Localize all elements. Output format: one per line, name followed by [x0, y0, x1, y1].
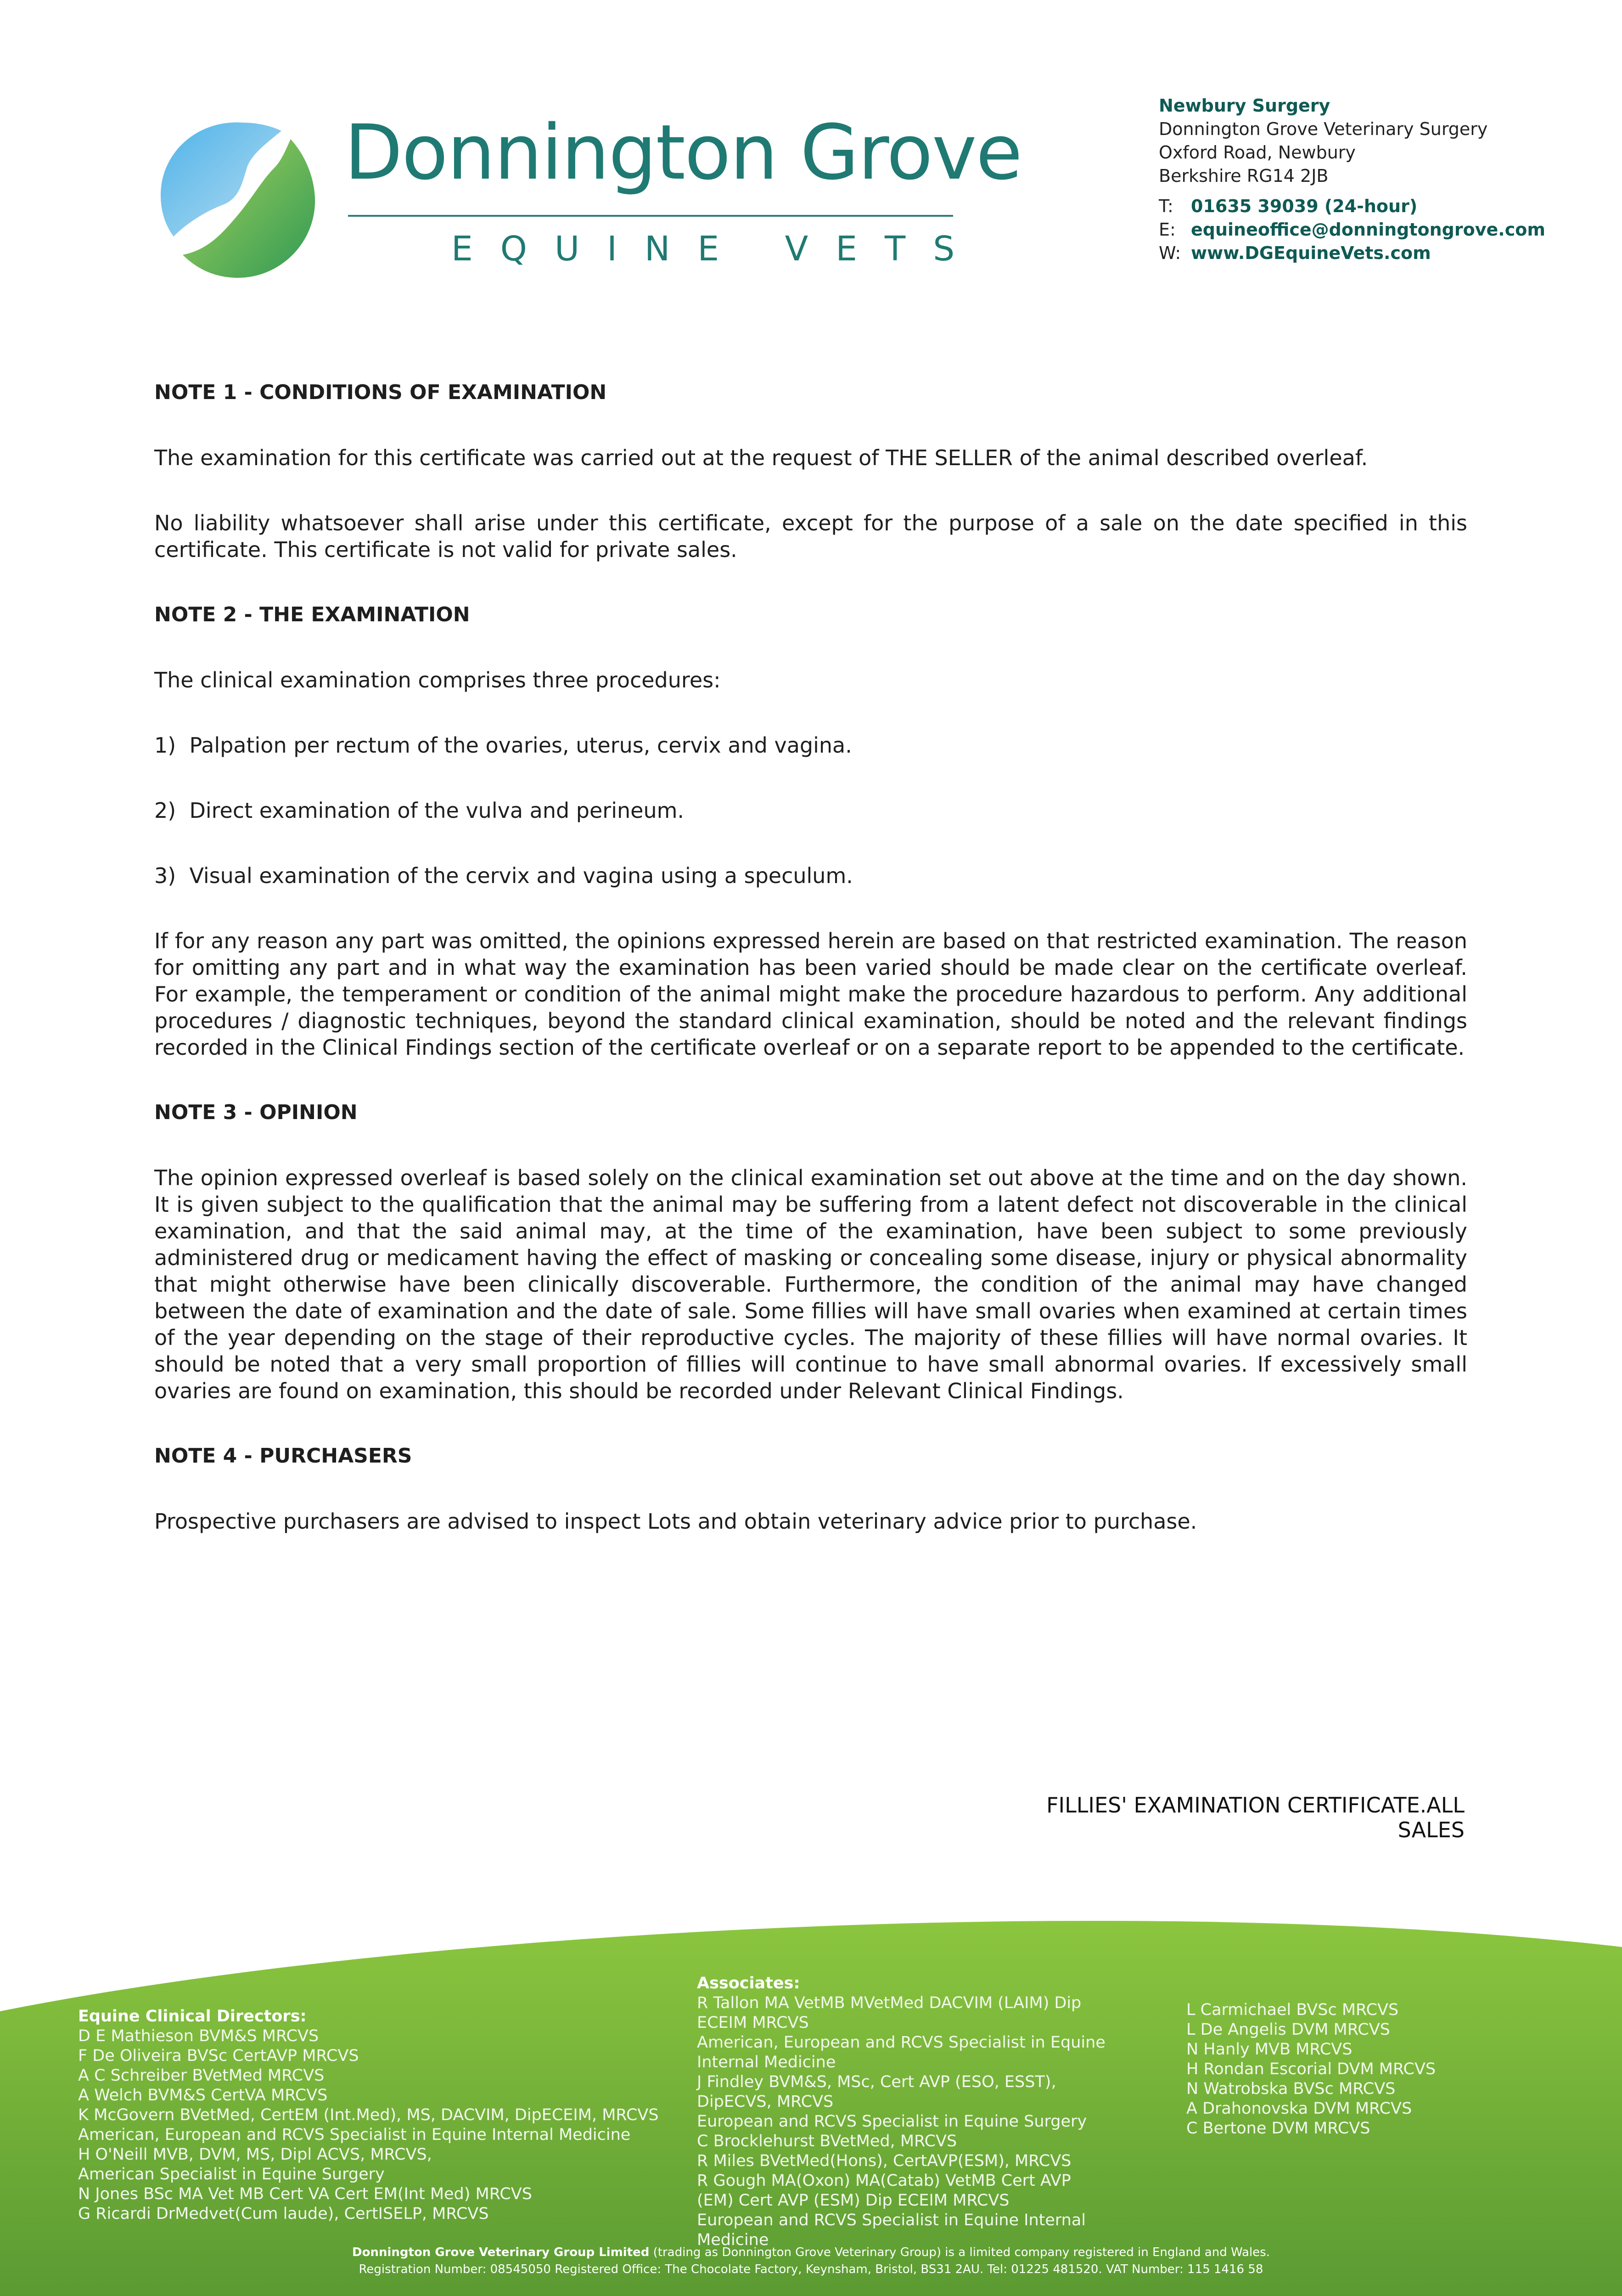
associate-line: N Watrobska BVSc MRCVS [1186, 2080, 1396, 2098]
email-link[interactable]: equineoffice@donningtongrove.com [1191, 219, 1545, 240]
director-line: N Jones BSc MA Vet MB Cert VA Cert EM(Int Med) MRCVS [78, 2185, 532, 2203]
director-line: American Specialist in Equine Surgery [78, 2165, 385, 2183]
brand-name: Donnington Grove [344, 108, 1022, 197]
surgery-name: Newbury Surgery [1159, 96, 1330, 116]
legal-text: (trading as Donnington Grove Veterinary Group) is a limited company registered in England and Wales. [649, 2245, 1270, 2259]
director-line: D E Mathieson BVM&S MRCVS [78, 2027, 319, 2045]
associate-line: A Drahonovska DVM MRCVS [1186, 2099, 1412, 2118]
associate-line: L Carmichael BVSc MRCVS [1186, 2001, 1399, 2019]
procedure-item: 2) Direct examination of the vulva and perineum. [154, 798, 685, 823]
web-label: W: [1159, 243, 1181, 263]
director-line: G Ricardi DrMedvet(Cum laude), CertISELP, MRCVS [78, 2205, 489, 2223]
associate-line: European and RCVS Specialist in Equine Surgery [697, 2112, 1087, 2131]
website-link[interactable]: www.DGEquineVets.com [1191, 243, 1431, 263]
associate-line: C Brocklehurst BVetMed, MRCVS [697, 2132, 957, 2150]
note-2-intro: The clinical examination comprises three procedures: [154, 668, 721, 692]
associate-line: American, European and RCVS Specialist in Equine [697, 2033, 1106, 2052]
associates-column [697, 1974, 1119, 2250]
legal-line-2: Registration Number: 08545050 Registered Office: The Chocolate Factory, Keynsham, Bristol, BS31 2AU. Tel: 01225 481520. VAT Number: 115 1416 58 [359, 2262, 1263, 2276]
phone-label: T: [1159, 196, 1173, 216]
note-2-paragraph: If for any reason any part was omitted, the opinions expressed herein are based on that restricted examination. The reason for omitting any part and in what way the examination has been varied should be made clear on the certificate overleaf. For example, the temperament or condition of the animal might make the procedure hazardous to perform. Any additional procedures / diagnostic techniques, beyond the standard clinical examination, should be noted and the relevant findings recorded in the Clinical Findings section of the certificate overleaf or on a separate report to be appended to the certificate. [154, 929, 1467, 1060]
associate-line: European and RCVS Specialist in Equine Internal [697, 2211, 1086, 2229]
associate-line: C Bertone DVM MRCVS [1186, 2119, 1370, 2138]
note-3-heading: NOTE 3 - OPINION [154, 1101, 358, 1124]
associate-line: (EM) Cert AVP (ESM) Dip ECEIM MRCVS [697, 2191, 1010, 2210]
note-4-heading: NOTE 4 - PURCHASERS [154, 1444, 412, 1468]
associates-heading: Associates: [697, 1974, 800, 1992]
note-4-paragraph: Prospective purchasers are advised to inspect Lots and obtain veterinary advice prior to purchase. [154, 1509, 1197, 1534]
associate-line: R Miles BVetMed(Hons), CertAVP(ESM), MRCVS [697, 2152, 1072, 2170]
note-3-paragraph: The opinion expressed overleaf is based solely on the clinical examination set out above at the time and on the day shown. It is given subject to the qualification that the animal may be suffering from a latent defect not discoverable in the clinical examination, and that the said animal may, at the time of the examination, have been subject to some previously administered drug or medicament having the effect of masking or concealing some disease, injury or physical abnormality that might otherwise have been clinically discoverable. Furthermore, the condition of the animal may have changed between the date of examination and the date of sale. Some fillies will have small ovaries when examined at certain times of the year depending on the stage of their reproductive cycles. The majority of these fillies will have normal ovaries. It should be noted that a very small proportion of fillies will continue to have small abnormal ovaries. If excessively small ovaries are found on examination, this should be recorded under Relevant Clinical Findings. [154, 1165, 1467, 1403]
note-1-paragraph: No liability whatsoever shall arise under this certificate, except for the purpose of a sale on the date specified in this certificate. This certificate is not valid for private sales. [154, 511, 1467, 562]
legal-line-1 [0, 2245, 1622, 2260]
associate-line: H Rondan Escorial DVM MRCVS [1186, 2060, 1436, 2078]
associate-line: ECEIM MRCVS [697, 2014, 809, 2032]
email-row [1159, 218, 1545, 242]
director-line: H O'Neill MVB, DVM, MS, Dipl ACVS, MRCVS, [78, 2145, 432, 2164]
director-line: American, European and RCVS Specialist in Equine Internal Medicine [78, 2126, 631, 2144]
phone-number[interactable]: 01635 39039 (24-hour) [1191, 196, 1418, 216]
web-row [1159, 242, 1545, 265]
notes-body [154, 379, 1467, 1535]
phone-row [1159, 195, 1545, 218]
procedure-item: 1) Palpation per rectum of the ovaries, uterus, cervix and vagina. [154, 733, 852, 758]
certificate-label: FILLIES' EXAMINATION CERTIFICATE.ALL SALES [1046, 1793, 1465, 1842]
contact-block [1159, 94, 1545, 265]
associate-line: L De Angelis DVM MRCVS [1186, 2020, 1390, 2039]
associate-line: N Hanly MVB MRCVS [1186, 2040, 1353, 2059]
donnington-grove-logo-icon [155, 117, 325, 282]
associate-line: J Findley BVM&S, MSc, Cert AVP (ESO, ESST), [697, 2073, 1056, 2091]
director-line: A Welch BVM&S CertVA MRCVS [78, 2086, 328, 2105]
director-line: A C Schreiber BVetMed MRCVS [78, 2066, 325, 2085]
brand-subtitle: EQUINE VETS [451, 229, 982, 269]
associate-line: R Gough MA(Oxon) MA(Catab) VetMB Cert AVP [697, 2172, 1071, 2190]
note-1-heading: NOTE 1 - CONDITIONS OF EXAMINATION [154, 381, 607, 404]
note-1-paragraph: The examination for this certificate was carried out at the request of THE SELLER of the animal described overleaf. [154, 445, 1368, 470]
brand-divider [348, 215, 953, 217]
associate-line: Medicine [697, 2231, 769, 2249]
address-line: Berkshire RG14 2JB [1159, 166, 1329, 186]
associate-line: DipECVS, MRCVS [697, 2093, 834, 2111]
procedure-item: 3) Visual examination of the cervix and vagina using a speculum. [154, 863, 853, 888]
associate-line: R Tallon MA VetMB MVetMed DACVIM (LAIM) Dip [697, 1994, 1082, 2012]
associate-line: Internal Medicine [697, 2053, 836, 2071]
associates-column-2 [1186, 2000, 1554, 2138]
directors-heading: Equine Clinical Directors: [78, 2007, 307, 2026]
note-2-heading: NOTE 2 - THE EXAMINATION [154, 603, 470, 626]
directors-column [78, 2007, 689, 2224]
director-line: F De Oliveira BVSc CertAVP MRCVS [78, 2047, 359, 2065]
email-label: E: [1159, 219, 1176, 240]
director-line: K McGovern BVetMed, CertEM (Int.Med), MS, DACVIM, DipECEIM, MRCVS [78, 2106, 659, 2124]
legal-company-name: Donnington Grove Veterinary Group Limited [352, 2245, 650, 2259]
address-line: Oxford Road, Newbury [1159, 142, 1356, 163]
address-line: Donnington Grove Veterinary Surgery [1159, 119, 1488, 139]
